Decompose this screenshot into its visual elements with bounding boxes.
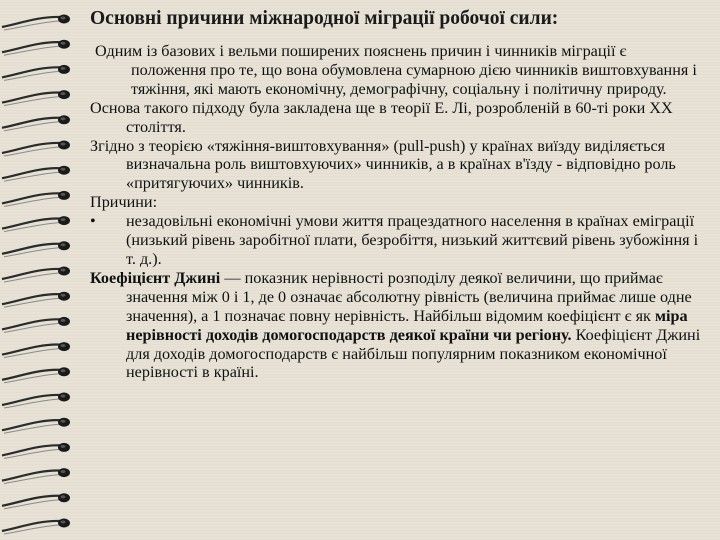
paragraph-pull-push: Згідно з теорією «тяжіння-виштовхування» (pull-push) у країнах виїзду виділяється визначальна роль виштовхуючих» чинників, а в країнах в'їзду - відповідно роль «притягуючих» чинників. (90, 136, 676, 193)
paragraph-explanation: Одним із базових і вельми поширених пояснень причин і чинників міграції є положення про те, що вона обумовлена сумарною дією чинників виштовхування і тяжіння, які мають економічну, демографічну, соціальну і політичну природу. (95, 42, 697, 98)
paragraph-reasons-heading: Причини: (90, 193, 158, 212)
spiral-ring (2, 191, 70, 207)
gini-term: Коефіцієнт Джині (90, 268, 221, 287)
spiral-ring (2, 65, 70, 81)
spiral-ring (2, 15, 70, 31)
spiral-ring (2, 393, 70, 409)
spiral-ring (2, 40, 70, 56)
paragraph-gini (90, 269, 702, 382)
spiral-ring (2, 216, 70, 232)
spiral-ring (2, 241, 70, 256)
bullet-text: незадовільні економічні умови життя працездатного населення в країнах еміграції (низький рівень заробітної плати, безробіття, низький життєвий рівень зубожіння і т. д.). (126, 212, 699, 268)
spiral-binding-decoration (0, 0, 82, 540)
bullet-item-economic-conditions (90, 212, 702, 269)
spiral-ring (2, 468, 70, 484)
spiral-ring (2, 292, 70, 308)
spiral-ring (2, 317, 70, 333)
spiral-ring (2, 519, 70, 535)
spiral-ring (2, 115, 70, 131)
spiral-ring (2, 493, 70, 509)
gini-text-2: Коефіцієнт Джині для доходів домогосподарств є найбільш популярним показником економічної нерівності в країні. (126, 325, 701, 382)
spiral-ring (2, 367, 70, 383)
slide-body (90, 42, 702, 382)
gini-text-1: — показник нерівності розподілу деякої величини, що приймає значення між 0 і 1, де 0 означає абсолютну рівність (величина приймає лише одне значення), а 1 позначає повну нерівність. Найбільш відомим коефіцієнт є як (126, 268, 692, 325)
spiral-ring (2, 90, 70, 106)
spiral-ring (2, 342, 70, 358)
page-title: Основні причини міжнародної міграції робочої сили: (90, 8, 559, 29)
bullet-icon: • (90, 212, 96, 231)
gini-bold-definition: міра нерівності доходів домогосподарств деякої країни чи регіону. (126, 306, 688, 344)
paragraph-lee-theory: Основа такого підходу була закладена ще в теорії Е. Лі, розробленій в 60-ті роки ХХ століття. (90, 98, 673, 136)
spiral-ring (2, 418, 70, 434)
spiral-ring (2, 443, 70, 459)
spiral-ring (2, 267, 70, 283)
spiral-ring (2, 141, 70, 157)
spiral-ring (2, 166, 70, 182)
